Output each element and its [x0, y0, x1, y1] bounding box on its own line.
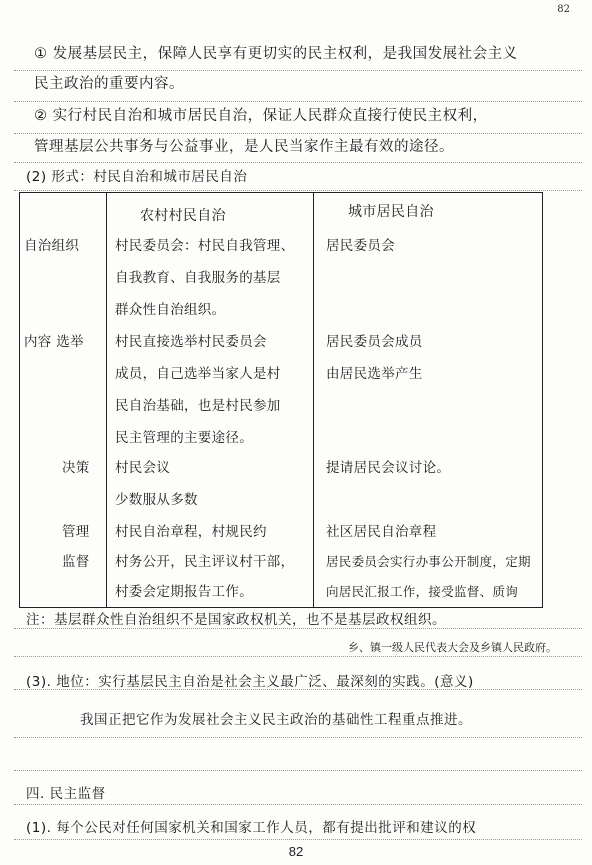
ruled-line	[14, 190, 582, 191]
ruled-line	[14, 804, 582, 805]
rural-cell: 村民委员会：村民自我管理、	[115, 238, 295, 254]
note-not-government: 注：基层群众性自治组织不是国家政权机关，也不是基层政权组织。	[26, 612, 446, 628]
table-divider	[106, 193, 107, 607]
ruled-line	[14, 737, 582, 738]
urban-cell: 社区居民自治章程	[326, 524, 437, 540]
rural-cell: 自我教育、自我服务的基层	[115, 270, 281, 286]
urban-cell: 由居民选举产生	[326, 366, 423, 382]
urban-cell: 居民委员会	[326, 238, 395, 254]
text-line-4: 管理基层公共事务与公益事业，是人民当家作主最有效的途径。	[34, 139, 454, 155]
ruled-line	[14, 839, 582, 840]
text-line-1: ① 发展基层民主，保障人民享有更切实的民主权利，是我国发展社会主义	[34, 46, 518, 62]
rural-cell: 村务公开，民主评议村干部，	[115, 554, 295, 570]
ruled-line	[14, 133, 582, 134]
supervision-point-1: (1). 每个公民对任何国家机关和国家工作人员，都有提出批评和建议的权	[26, 820, 477, 836]
rural-cell: 少数服从多数	[115, 492, 198, 508]
header-rural: 农村村民自治	[140, 208, 226, 224]
text-line-2: 民主政治的重要内容。	[34, 76, 184, 92]
rural-cell: 村民直接选举村民委员会	[115, 334, 267, 350]
rural-cell: 民主管理的主要途径。	[115, 430, 253, 446]
rural-cell: 成员，自己选举当家人是村	[115, 366, 281, 382]
row-label-election: 内容 选举	[24, 334, 84, 350]
urban-cell: 居民委员会成员	[326, 334, 423, 350]
row-label-decision: 决策	[62, 460, 90, 476]
rural-cell: 村民自治章程，村规民约	[115, 524, 267, 540]
urban-cell: 提请居民会议讨论。	[326, 460, 451, 476]
ruled-line	[14, 162, 582, 163]
text-line-3: ② 实行村民自治和城市居民自治，保证人民群众直接行使民主权利，	[34, 108, 488, 124]
note-sub-township: 乡、镇一级人民代表大会及乡镇人民政府。	[348, 641, 557, 654]
section-status-heading: (3). 地位：实行基层民主自治是社会主义最广泛、最深刻的实践。(意义)	[26, 674, 474, 690]
row-label-supervision: 监督	[62, 554, 90, 570]
row-label-management: 管理	[62, 524, 90, 540]
rural-cell: 村委会定期报告工作。	[115, 584, 253, 600]
section-form-heading: (2) 形式：村民自治和城市居民自治	[26, 169, 248, 185]
table-divider	[313, 193, 314, 607]
header-urban: 城市居民自治	[348, 204, 434, 220]
ruled-line	[14, 101, 582, 102]
section-supervision-heading: 四. 民主监督	[26, 786, 106, 802]
rural-cell: 群众性自治组织。	[115, 302, 226, 318]
page-number: 82	[288, 844, 304, 859]
ruled-line	[14, 770, 582, 771]
urban-cell: 居民委员会实行办事公开制度，定期	[326, 554, 531, 569]
ruled-line	[14, 70, 582, 71]
rural-cell: 村民会议	[115, 460, 171, 476]
section-status-detail: 我国正把它作为发展社会主义民主政治的基础性工程重点推进。	[80, 712, 472, 728]
corner-page-number: 82	[557, 4, 570, 15]
rural-cell: 民自治基础，也是村民参加	[115, 398, 281, 414]
row-label-organization: 自治组织	[24, 238, 80, 254]
urban-cell: 向居民汇报工作，接受监督、质询	[326, 584, 519, 599]
autonomy-comparison-table	[19, 192, 543, 608]
